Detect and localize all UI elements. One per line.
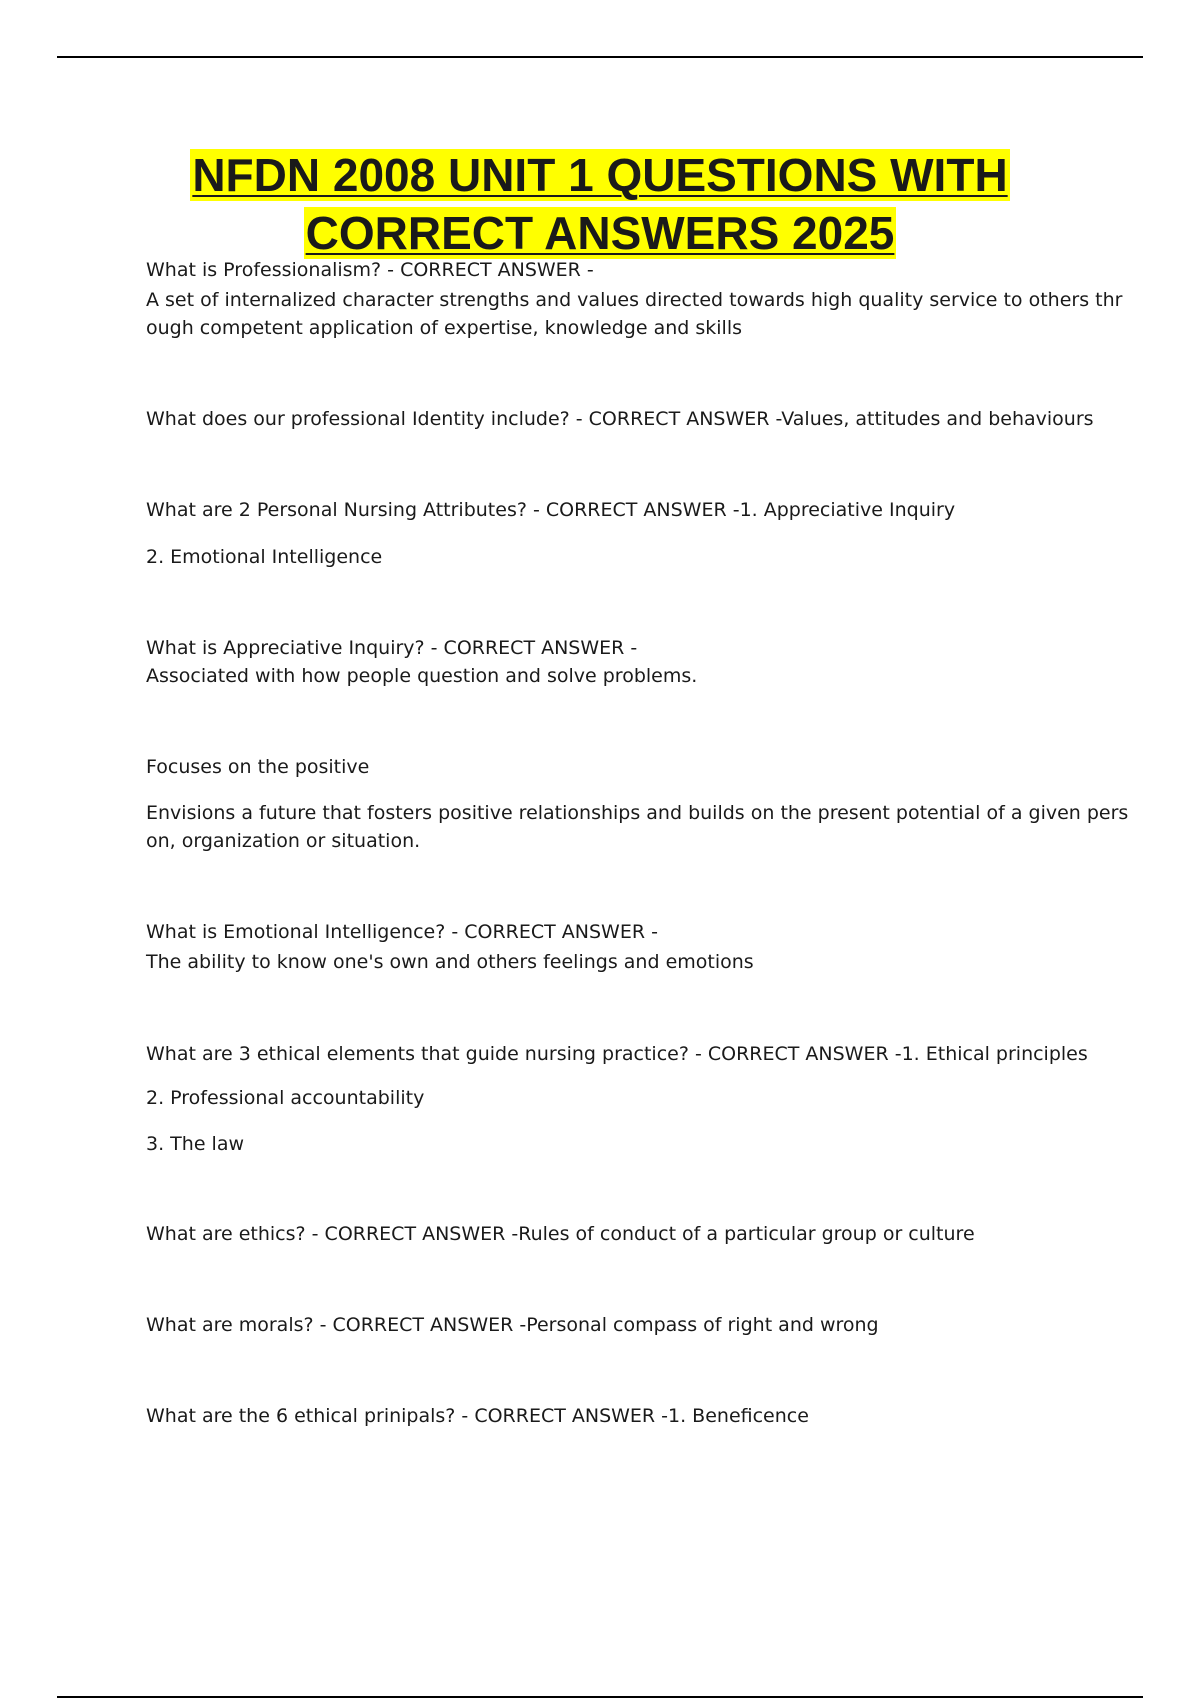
answer-professionalism-line-1: A set of internalized character strengths and values directed towards high quality service to others thr (146, 289, 1123, 311)
question-professional-identity: What does our professional Identity include? - CORRECT ANSWER -Values, attitudes and behaviours (146, 408, 1094, 430)
question-ethical-principals: What are the 6 ethical prinipals? - CORRECT ANSWER -1. Beneficence (146, 1405, 809, 1427)
answer-appreciative-inquiry-line-1: Associated with how people question and solve problems. (146, 665, 698, 687)
question-morals: What are morals? - CORRECT ANSWER -Personal compass of right and wrong (146, 1314, 879, 1336)
bottom-rule (57, 1696, 1143, 1698)
question-ethical-elements: What are 3 ethical elements that guide nursing practice? - CORRECT ANSWER -1. Ethical principles (146, 1043, 1088, 1065)
question-professionalism: What is Professionalism? - CORRECT ANSWER - (146, 259, 594, 281)
question-ethics: What are ethics? - CORRECT ANSWER -Rules of conduct of a particular group or culture (146, 1223, 975, 1245)
top-rule (57, 56, 1143, 58)
title-line-2: CORRECT ANSWERS 2025 (305, 207, 895, 259)
question-personal-attributes: What are 2 Personal Nursing Attributes? - CORRECT ANSWER -1. Appreciative Inquiry (146, 499, 956, 521)
answer-ethical-elements-item-3: 3. The law (146, 1133, 245, 1155)
answer-appreciative-inquiry-line-4: on, organization or situation. (146, 830, 421, 852)
answer-professionalism-line-2: ough competent application of expertise, knowledge and skills (146, 317, 743, 339)
document-title (100, 146, 1100, 262)
answer-ethical-elements-item-2: 2. Professional accountability (146, 1087, 425, 1109)
question-appreciative-inquiry: What is Appreciative Inquiry? - CORRECT ANSWER - (146, 637, 638, 659)
answer-appreciative-inquiry-line-3: Envisions a future that fosters positive relationships and builds on the present potential of a given pers (146, 802, 1129, 824)
question-emotional-intelligence: What is Emotional Intelligence? - CORRECT ANSWER - (146, 921, 658, 943)
answer-emotional-intelligence-line-1: The ability to know one's own and others feelings and emotions (146, 951, 754, 973)
title-line-1: NFDN 2008 UNIT 1 QUESTIONS WITH (192, 149, 1008, 201)
answer-personal-attributes-item-2: 2. Emotional Intelligence (146, 546, 383, 568)
answer-appreciative-inquiry-line-2: Focuses on the positive (146, 756, 370, 778)
